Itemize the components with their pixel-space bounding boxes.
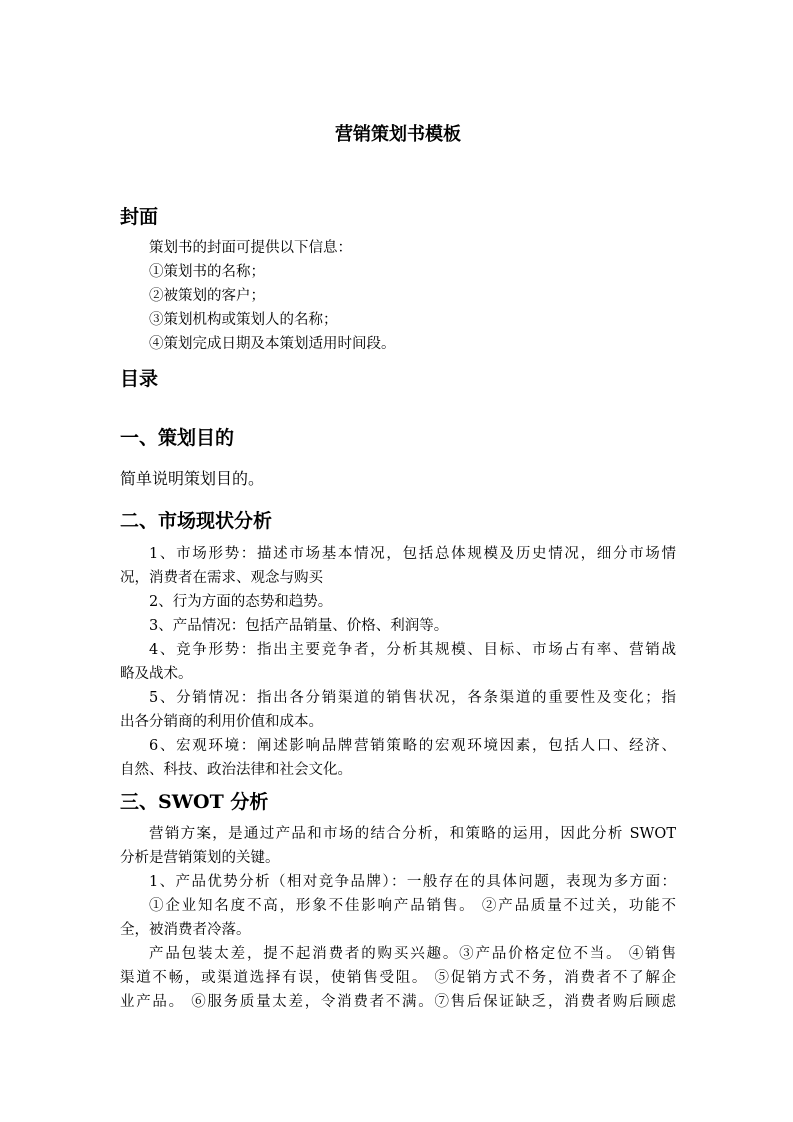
section-2-line: 5、分销情况：指出各分销渠道的销售状况，各条渠道的重要性及变化；指 [149,690,676,706]
document-title: 营销策划书模板 [335,124,461,145]
section-3-body [120,822,676,1014]
section-3-line: 业产品。 ⑥服务质量太差，令消费者不满。⑦售后保证缺乏，消费者购后顾虑 [120,994,676,1010]
section-2-line: 自然、科技、政治法律和社会文化。 [120,762,352,778]
section-2-line: 3、产品情况：包括产品销量、价格、利润等。 [149,618,449,634]
cover-item: ②被策划的客户； [149,288,265,304]
section-1-heading: 一、策划目的 [120,427,235,449]
section-3-line: 营销方案，是通过产品和市场的结合分析，和策略的运用，因此分析 SWOT [149,826,676,842]
cover-intro: 策划书的封面可提供以下信息： [149,240,352,256]
section-3-line: 1、产品优势分析（相对竞争品牌）：一般存在的具体问题，表现为多方面： [149,874,676,890]
section-3-line: ①企业知名度不高，形象不佳影响产品销售。 ②产品质量不过关，功能不 [149,898,676,914]
toc-heading: 目录 [120,368,159,390]
section-3-heading: 三、SWOT 分析 [120,791,269,813]
section-2-heading: 二、市场现状分析 [120,510,273,532]
section-2-line: 略及战术。 [120,666,193,682]
section-2-line: 6、宏观环境：阐述影响品牌营销策略的宏观环境因素，包括人口、经济、 [149,738,676,754]
cover-item: ④策划完成日期及本策划适用时间段。 [149,336,396,352]
section-2-line: 4、竞争形势：指出主要竞争者，分析其规模、目标、市场占有率、营销战 [149,642,676,658]
section-2-line: 2、行为方面的态势和趋势。 [149,594,333,610]
section-3-line: 渠道不畅，或渠道选择有误，使销售受阻。 ⑤促销方式不务，消费者不了解企 [120,970,676,986]
section-3-line: 产品包装太差，提不起消费者的购买兴趣。③产品价格定位不当。 ④销售 [149,946,676,962]
cover-heading: 封面 [120,206,159,228]
cover-item: ①策划书的名称； [149,264,265,280]
section-1-text: 简单说明策划目的。 [120,469,265,488]
section-3-line: 全，被消费者冷落。 [120,922,251,938]
section-2-line: 况，消费者在需求、观念与购买 [120,570,323,586]
cover-item: ③策划机构或策划人的名称； [149,312,338,328]
section-2-line: 出各分销商的利用价值和成本。 [120,714,323,730]
section-2-line: 1、市场形势：描述市场基本情况，包括总体规模及历史情况，细分市场情 [149,546,676,562]
section-2-body [120,542,676,782]
section-3-line: 分析是营销策划的关键。 [120,850,280,866]
cover-body [120,236,705,356]
